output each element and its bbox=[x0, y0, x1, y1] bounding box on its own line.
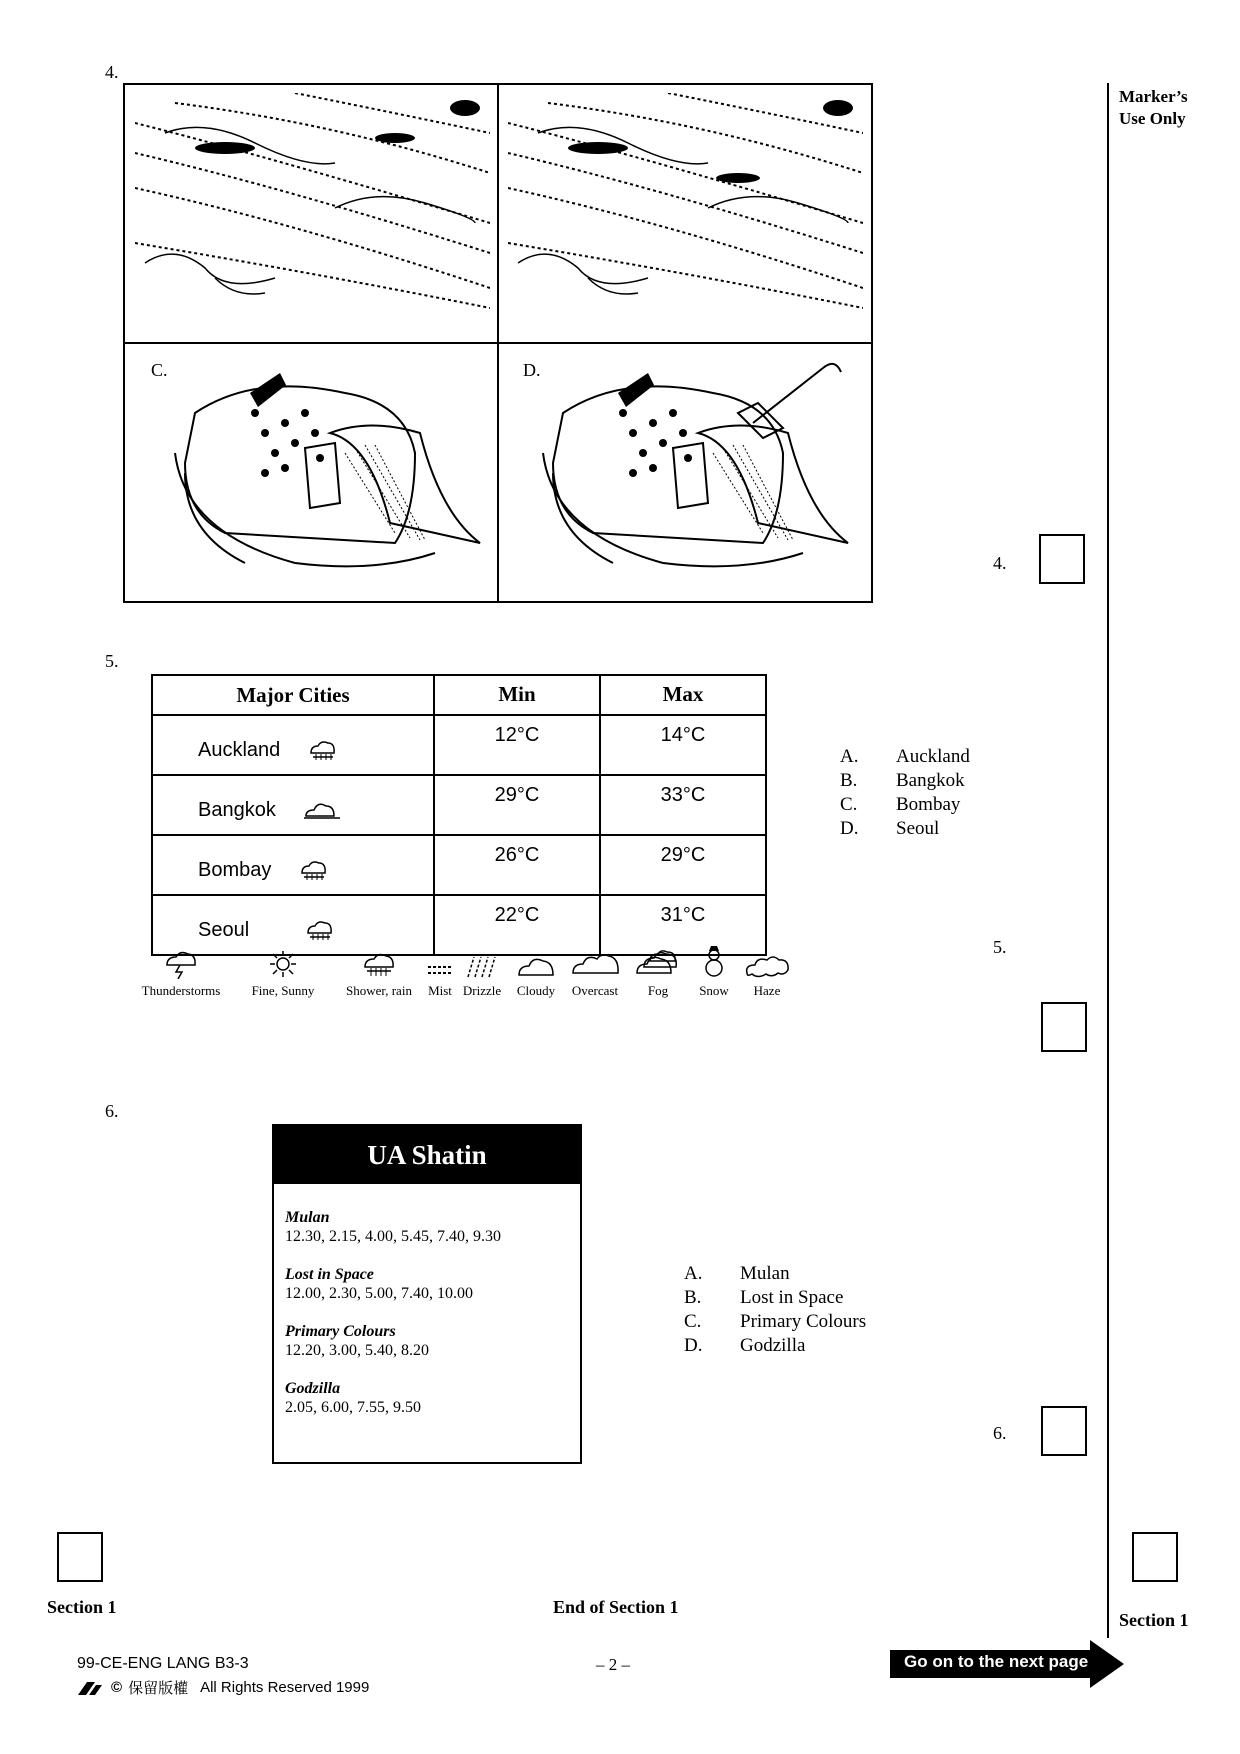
min-temp: 26°C bbox=[434, 835, 600, 895]
end-of-section: End of Section 1 bbox=[553, 1597, 679, 1617]
header-min: Min bbox=[434, 675, 600, 715]
legend-mist: Mist bbox=[426, 955, 454, 999]
legend-cloudy: Cloudy bbox=[510, 953, 562, 999]
paper-code: 99-CE-ENG LANG B3-3 bbox=[77, 1655, 249, 1672]
city-name: Bangkok bbox=[198, 798, 276, 821]
legend-overcast: Overcast bbox=[562, 951, 628, 999]
header-major-cities: Major Cities bbox=[152, 675, 434, 715]
marker-section-label: Section 1 bbox=[1119, 1610, 1189, 1630]
panel-b-image bbox=[508, 93, 863, 318]
max-temp: 33°C bbox=[600, 775, 766, 835]
option-a: A. Auckland bbox=[840, 746, 970, 767]
legend-snow: Snow bbox=[688, 945, 740, 999]
panel-a-image bbox=[135, 93, 490, 318]
copyright-text: All Rights Reserved 1999 bbox=[200, 1679, 370, 1696]
copyright-line bbox=[77, 1677, 369, 1698]
min-temp: 22°C bbox=[434, 895, 600, 955]
cinema-schedule-box bbox=[272, 1124, 582, 1464]
section-label-left: Section 1 bbox=[47, 1597, 117, 1617]
copyright-chinese: 保留版權 bbox=[128, 1680, 189, 1697]
table-row bbox=[152, 835, 766, 895]
film-listing: Mulan 12.30, 2.15, 4.00, 5.45, 7.40, 9.30 bbox=[285, 1209, 501, 1245]
question-4-number: 4. bbox=[105, 62, 119, 82]
city-name: Bombay bbox=[198, 858, 272, 881]
panel-c-beach-bag-image bbox=[155, 353, 490, 583]
panel-c-label: C. bbox=[151, 360, 168, 380]
go-next-page-banner bbox=[890, 1638, 1126, 1695]
go-next-label: Go on to the next page bbox=[904, 1652, 1089, 1671]
section-total-box[interactable] bbox=[57, 1532, 103, 1582]
legend-fog: Fog bbox=[628, 949, 688, 999]
option-b: B. Lost in Space bbox=[684, 1287, 844, 1308]
film-listing: Primary Colours 12.20, 3.00, 5.40, 8.20 bbox=[285, 1323, 429, 1359]
header-max: Max bbox=[600, 675, 766, 715]
question-4-picture-grid bbox=[123, 83, 873, 603]
table-row bbox=[152, 775, 766, 835]
marker-use-only-heading: Marker’s Use Only bbox=[1119, 87, 1188, 128]
question-5-options bbox=[840, 745, 970, 841]
marker-column-rule bbox=[1107, 83, 1109, 1638]
thunderstorm-icon bbox=[163, 949, 199, 979]
panel-d-beach-bag-with-umbrella-image bbox=[523, 353, 863, 583]
option-d: D. Seoul bbox=[840, 818, 940, 839]
margin-number-5: 5. bbox=[993, 937, 1007, 957]
margin-number-4: 4. bbox=[993, 553, 1007, 573]
min-temp: 12°C bbox=[434, 715, 600, 775]
margin-number-6: 6. bbox=[993, 1423, 1007, 1443]
marker-box-4[interactable] bbox=[1039, 534, 1085, 584]
copyright-symbol-icon: © bbox=[111, 1679, 123, 1696]
film-listing: Godzilla 2.05, 6.00, 7.55, 9.50 bbox=[285, 1380, 421, 1416]
city-name: Auckland bbox=[198, 738, 281, 761]
option-c: C. Bombay bbox=[840, 794, 961, 815]
option-c: C. Primary Colours bbox=[684, 1311, 867, 1332]
weather-legend bbox=[128, 945, 794, 999]
min-temp: 29°C bbox=[434, 775, 600, 835]
question-6-options bbox=[684, 1262, 866, 1358]
shower-rain-icon bbox=[305, 919, 335, 941]
weather-table bbox=[151, 674, 767, 956]
weather-table-header-row bbox=[152, 675, 766, 715]
hkeaa-logo-icon bbox=[77, 1680, 105, 1696]
max-temp: 14°C bbox=[600, 715, 766, 775]
question-5-number: 5. bbox=[105, 651, 119, 671]
question-6-number: 6. bbox=[105, 1101, 119, 1121]
marker-box-6[interactable] bbox=[1041, 1406, 1087, 1456]
page-number: – 2 – bbox=[596, 1655, 630, 1674]
legend-fine-sunny: Fine, Sunny bbox=[234, 949, 332, 999]
option-a: A. Mulan bbox=[684, 1263, 790, 1284]
sun-icon bbox=[268, 949, 298, 979]
shower-rain-icon bbox=[308, 739, 338, 761]
shower-rain-icon bbox=[362, 951, 396, 979]
legend-shower-rain: Shower, rain bbox=[332, 951, 426, 999]
legend-thunderstorms: Thunderstorms bbox=[128, 949, 234, 999]
marker-section-total-box[interactable] bbox=[1132, 1532, 1178, 1582]
legend-drizzle: Drizzle bbox=[454, 953, 510, 999]
marker-box-5[interactable] bbox=[1041, 1002, 1087, 1052]
mist-icon bbox=[427, 955, 453, 979]
city-name: Seoul bbox=[198, 918, 250, 941]
option-d: D. Godzilla bbox=[684, 1335, 806, 1356]
haze-icon bbox=[744, 953, 790, 979]
legend-haze: Haze bbox=[740, 953, 794, 999]
cloudy-icon bbox=[516, 953, 556, 979]
option-b: B. Bangkok bbox=[840, 770, 965, 791]
film-listing: Lost in Space 12.00, 2.30, 5.00, 7.40, 10.00 bbox=[285, 1266, 473, 1302]
shower-rain-icon bbox=[299, 859, 329, 881]
max-temp: 29°C bbox=[600, 835, 766, 895]
table-row bbox=[152, 715, 766, 775]
snowman-icon bbox=[700, 945, 728, 979]
cinema-name: UA Shatin bbox=[274, 1126, 580, 1184]
panel-d-label: D. bbox=[523, 360, 541, 380]
drizzle-icon bbox=[464, 953, 500, 979]
cloudy-icon bbox=[304, 800, 340, 820]
overcast-icon bbox=[570, 951, 620, 979]
max-temp: 31°C bbox=[600, 895, 766, 955]
fog-icon bbox=[634, 949, 682, 979]
